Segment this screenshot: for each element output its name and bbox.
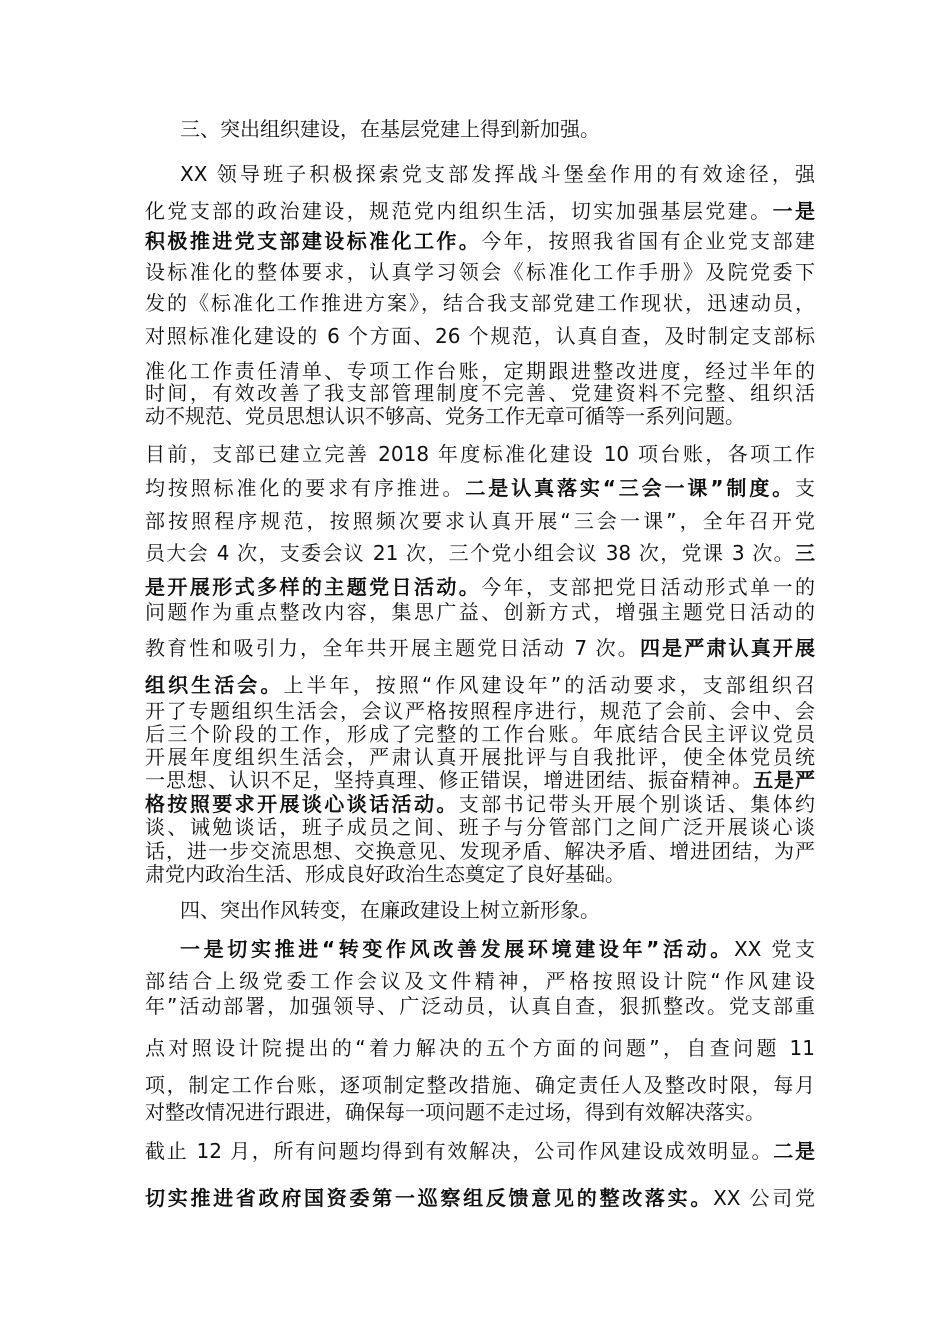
text-segment: 目前，支部已建立完善 2018 年度标准化建设 10 项台账，各项工作	[145, 442, 815, 466]
text-line	[180, 898, 815, 922]
text-segment: 支部书记带头开展个别谈话、集体约	[458, 792, 816, 816]
text-segment: 开展年度组织生活会，严肃认真开展批评与自我批评，使全体党员统	[145, 745, 815, 769]
text-line	[145, 229, 815, 253]
text-line	[145, 476, 815, 500]
text-segment: 教育性和吸引力，全年共开展主题党日活动 7 次。	[145, 636, 640, 660]
text-segment: 部按照程序规范，按照频次要求认真开展“三会一课”，全年召开党	[145, 509, 815, 533]
text-segment: 问题作为重点整改内容，集思广益、创新方式，增强主题党日活动的	[145, 600, 815, 624]
text-segment: 肃党内政治生活、形成良好政治生态奠定了良好基础。	[145, 862, 625, 886]
text-segment: 部结合上级党委工作会议及文件精神，严格按照设计院“作风建设	[145, 969, 815, 993]
text-segment: 开了专题组织生活会，会议严格按照程序进行，规范了会前、会中、会	[145, 699, 815, 723]
text-line	[145, 745, 815, 769]
text-segment: 对照标准化建设的 6 个方面、26 个规范，认真自查，及时制定支部标	[145, 324, 815, 348]
text-line	[145, 1036, 815, 1060]
text-segment: 年”活动部署，加强领导、广泛动员，认真自查，狠抓整改。党支部重	[145, 994, 815, 1018]
text-line	[145, 969, 815, 993]
text-line	[145, 199, 815, 223]
text-segment: 截止 12 月，所有问题均得到有效解决，公司作风建设成效明显。	[145, 1139, 774, 1163]
text-line	[145, 722, 815, 746]
bold-text-segment: 切实推进省政府国资委第一巡察组反馈意见的整改落实。	[145, 1186, 714, 1210]
text-line	[145, 815, 815, 839]
text-segment: 员大会 4 次，支委会议 21 次，三个党小组会议 38 次，党课 3 次。	[145, 541, 795, 565]
text-segment: XX 领导班子积极探索党支部发挥战斗堡垒作用的有效途径，强	[180, 162, 815, 186]
text-line	[145, 1139, 815, 1163]
bold-text-segment: 组织生活会。	[145, 673, 284, 697]
text-segment: 支	[795, 476, 816, 500]
text-line	[145, 359, 815, 383]
text-line	[180, 162, 815, 186]
text-segment: XX 党支	[733, 937, 816, 961]
text-segment: 谈、诫勉谈话，班子成员之间、班子与分管部门之间广泛开展谈心谈	[145, 815, 815, 839]
text-line	[145, 442, 815, 466]
bold-text-segment: 二是认真落实“三会一课”制度。	[465, 476, 796, 500]
text-line	[180, 937, 815, 961]
text-line	[145, 1186, 815, 1210]
text-segment: 动不规范、党员思想认识不够高、党务工作无章可循等一系列问题。	[145, 404, 745, 428]
text-segment: 话，进一步交流思想、交换意见、发现矛盾、解决矛盾、增进团结，为严	[145, 839, 815, 863]
text-line	[145, 291, 815, 315]
text-line	[145, 673, 815, 697]
text-line	[145, 1073, 815, 1097]
bold-text-segment: 是开展形式多样的主题党日活动。	[145, 575, 482, 599]
text-segment: 今年，按照我省国有企业党支部建	[481, 229, 816, 253]
text-line	[145, 324, 815, 348]
bold-text-segment: 五是严	[753, 768, 816, 792]
text-segment: 发的《标准化工作推进方案》，结合我支部党建工作现状，迅速动员，	[145, 291, 815, 315]
text-line	[145, 636, 815, 660]
bold-text-segment: 三	[795, 541, 815, 565]
bold-text-segment: 一是切实推进“转变作风改善发展环境建设年”活动。	[180, 937, 734, 961]
text-line	[145, 509, 815, 533]
text-line	[180, 117, 815, 141]
text-segment: 准化工作责任清单、专项工作台账，定期跟进整改进度，经过半年的	[145, 359, 815, 383]
text-segment: 后三个阶段的工作，形成了完整的工作台账。年底结合民主评议党员	[145, 722, 815, 746]
bold-text-segment: 格按照要求开展谈心谈话活动。	[145, 792, 459, 816]
text-line	[145, 792, 815, 816]
text-segment: 上半年，按照“作风建设年”的活动要求，支部组织召	[283, 673, 815, 697]
text-line	[145, 1100, 815, 1124]
text-segment: 一思想、认识不足，坚持真理、修正错误，增进团结、振奋精神。	[145, 768, 754, 792]
text-segment: 设标准化的整体要求，认真学习领会《标准化工作手册》及院党委下	[145, 260, 815, 284]
text-segment: 均按照标准化的要求有序推进。	[145, 476, 466, 500]
text-segment: 点对照设计院提出的“着力解决的五个方面的问题”，自查问题 11	[145, 1036, 815, 1060]
text-line	[145, 699, 815, 723]
text-segment: 三、突出组织建设，在基层党建上得到新加强。	[180, 117, 600, 141]
text-line	[145, 839, 815, 863]
bold-text-segment: 一是	[772, 199, 816, 223]
bold-text-segment: 四是严肃认真开展	[639, 636, 815, 660]
text-line	[145, 381, 815, 405]
text-segment: XX 公司党	[713, 1186, 816, 1210]
bold-text-segment: 二是	[773, 1139, 815, 1163]
text-segment: 对整改情况进行跟进，确保每一项问题不走过场，得到有效解决落实。	[145, 1100, 765, 1124]
text-segment: 四、突出作风转变，在廉政建设上树立新形象。	[180, 898, 600, 922]
text-segment: 时间，有效改善了我支部管理制度不完善、党建资料不完整、组织活	[145, 381, 815, 405]
bold-text-segment: 积极推进党支部建设标准化工作。	[145, 229, 482, 253]
text-segment: 化党支部的政治建设，规范党内组织生活，切实加强基层党建。	[145, 199, 773, 223]
text-line	[145, 260, 815, 284]
text-line	[145, 768, 815, 792]
text-segment: 项，制定工作台账，逐项制定整改措施、确定责任人及整改时限，每月	[145, 1073, 815, 1097]
text-line	[145, 541, 815, 565]
text-segment: 今年，支部把党日活动形式单一的	[481, 575, 816, 599]
text-line	[145, 994, 815, 1018]
text-line	[145, 600, 815, 624]
text-line	[145, 862, 815, 886]
text-line	[145, 575, 815, 599]
text-line	[145, 404, 815, 428]
